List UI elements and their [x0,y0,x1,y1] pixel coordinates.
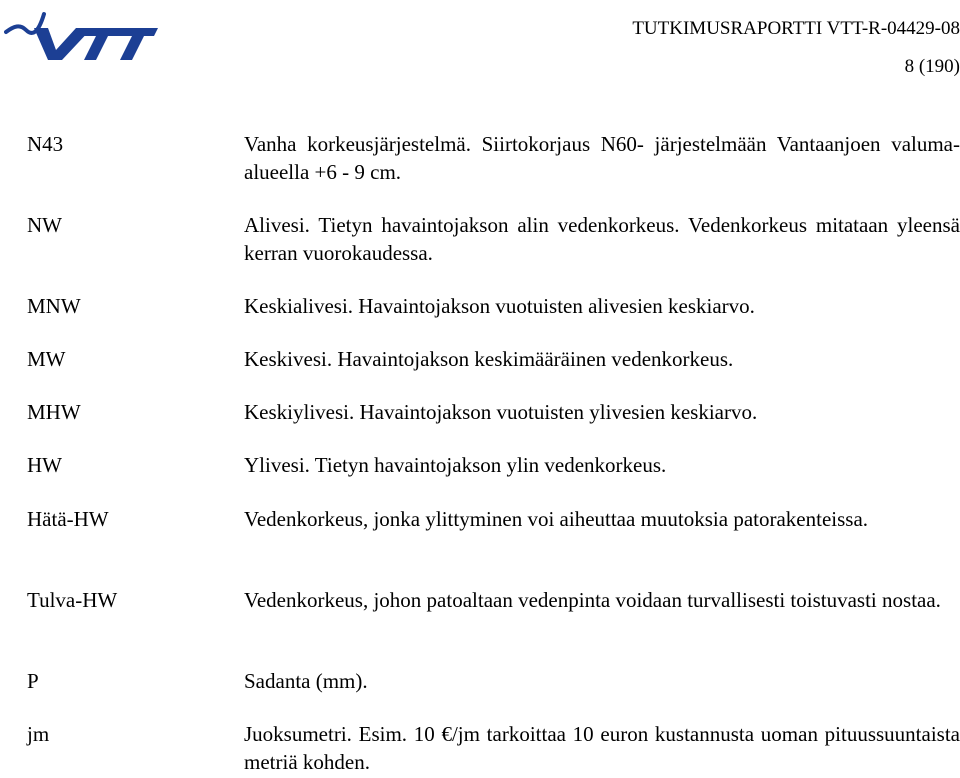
glossary-definition: Sadanta (mm). [244,669,368,693]
glossary-definition: Alivesi. Tietyn havaintojakson alin vedenkorkeus. Vedenkorkeus mitataan yleensä kerran vuorokaudessa. [244,213,960,265]
glossary-definition: Keskiylivesi. Havaintojakson vuotuisten ylivesien keskiarvo. [244,400,758,424]
glossary-definition: Vedenkorkeus, jonka ylittyminen voi aiheuttaa muutoksia patorakenteissa. [244,507,869,531]
glossary-term: jm [27,722,50,746]
glossary-term: MW [27,347,66,371]
glossary-definition: Ylivesi. Tietyn havaintojakson ylin vedenkorkeus. [244,453,667,477]
glossary-term: Hätä-HW [27,507,109,531]
glossary-definition: Keskialivesi. Havaintojakson vuotuisten alivesien keskiarvo. [244,294,755,318]
glossary-term: NW [27,213,62,237]
vtt-logo [4,6,160,62]
glossary-term: P [27,669,39,693]
glossary-term: Tulva-HW [27,588,118,612]
report-id: TUTKIMUSRAPORTTI VTT-R-04429-08 [632,18,960,39]
glossary-term: MHW [27,400,81,424]
glossary-definition: Keskivesi. Havaintojakson keskimääräinen vedenkorkeus. [244,347,734,371]
glossary-definition: Vedenkorkeus, johon patoaltaan vedenpinta voidaan turvallisesti toistuvasti nostaa. [244,588,941,612]
glossary-definition: Juoksumetri. Esim. 10 €/jm tarkoittaa 10 euron kustannusta uoman pituussuuntaista metriä kohden. [244,722,960,774]
glossary-term: MNW [27,294,81,318]
glossary-term: N43 [27,132,64,156]
glossary-definition: Vanha korkeusjärjestelmä. Siirtokorjaus N60- järjestelmään Vantaanjoen valuma-alueella +6 - 9 cm. [244,132,960,184]
glossary-term: HW [27,453,62,477]
page-number: 8 (190) [904,56,960,77]
